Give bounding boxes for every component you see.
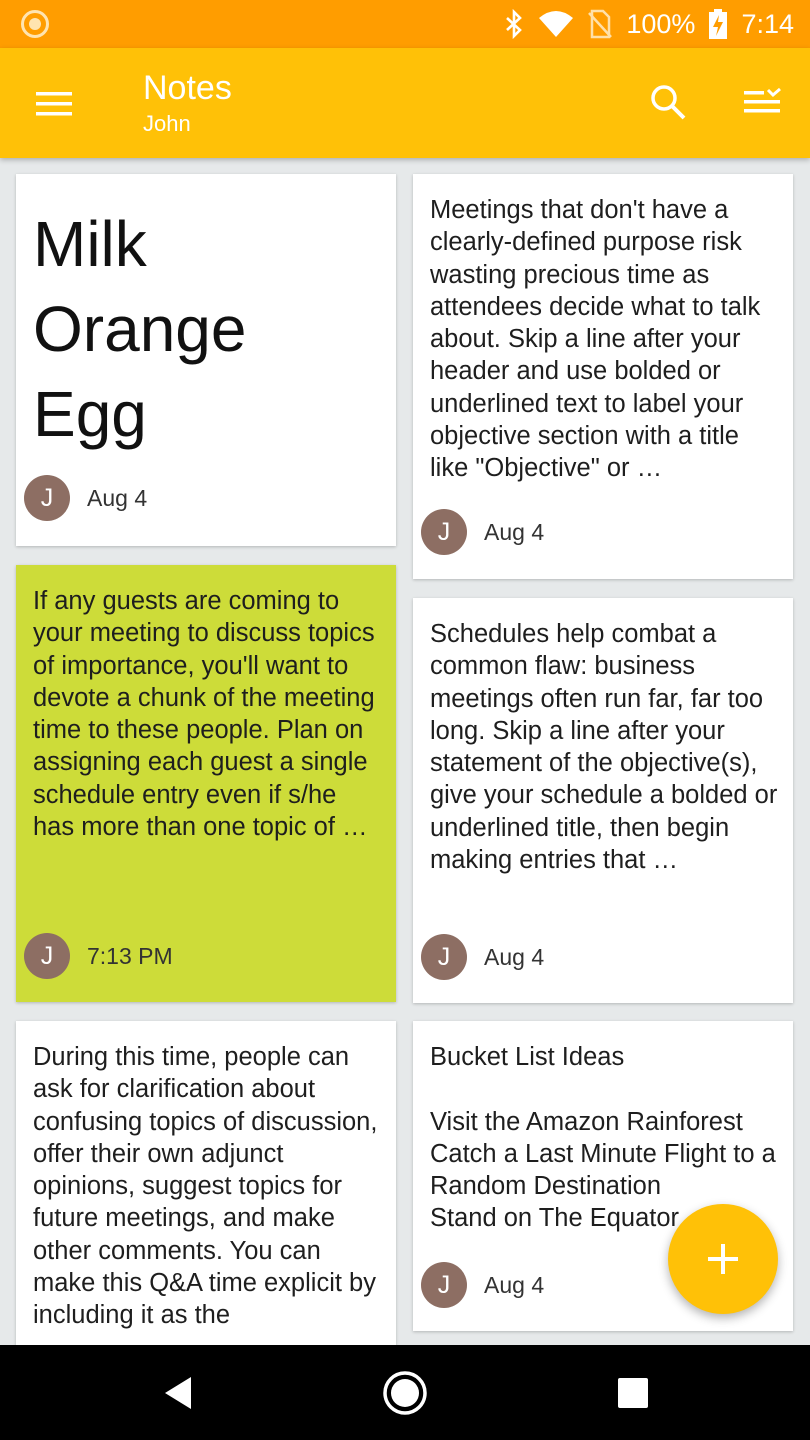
clock: 7:14 — [741, 8, 794, 39]
note-date: Aug 4 — [484, 943, 545, 970]
note-date: 7:13 PM — [87, 942, 173, 969]
note-card[interactable] — [413, 598, 793, 1003]
home-button[interactable] — [377, 1365, 433, 1421]
note-card[interactable] — [16, 174, 396, 546]
note-text: Meetings that don't have a clearly-defined purpose risk wasting precious time as attendees decide what to talk about. Skip a line after your header and use bolded or underlined text to label your objective section with a title like "Objective" or … — [430, 196, 761, 483]
sort-button[interactable] — [734, 74, 790, 130]
add-note-button[interactable] — [668, 1204, 778, 1314]
avatar: J — [421, 1262, 467, 1308]
app-notification-icon — [21, 10, 49, 38]
note-text: Milk Orange Egg — [33, 208, 247, 450]
note-date: Aug 4 — [484, 518, 545, 545]
recents-icon — [617, 1377, 649, 1409]
wifi-icon — [538, 10, 574, 38]
note-date: Aug 4 — [87, 484, 148, 511]
avatar: J — [24, 933, 70, 979]
navigation-bar — [0, 1345, 810, 1440]
search-icon — [649, 83, 687, 121]
note-card[interactable] — [16, 565, 396, 1002]
note-footer — [24, 474, 147, 522]
avatar: J — [421, 509, 467, 555]
menu-icon — [34, 89, 74, 119]
account-name: John — [143, 111, 191, 136]
bluetooth-icon — [504, 9, 524, 39]
note-footer — [421, 1261, 544, 1309]
avatar: J — [24, 475, 70, 521]
note-card[interactable] — [413, 174, 793, 579]
app-bar — [0, 48, 810, 158]
note-text: Schedules help combat a common flaw: business meetings often run far, far too long. Skip a line after your statement of the objective(s), give your schedule a bolded or underlined title, then begin making entries that … — [430, 620, 778, 875]
menu-button[interactable] — [26, 76, 82, 132]
page-title: Notes — [143, 69, 232, 107]
battery-percent: 100% — [626, 8, 696, 39]
note-text: If any guests are coming to your meeting to discuss topics of importance, you'll want to devote a chunk of the meeting time to these people. Plan on assigning each guest a single schedule entry even if s/he has more than one topic of … — [33, 587, 375, 842]
sort-icon — [742, 87, 782, 117]
note-date: Aug 4 — [484, 1271, 545, 1298]
note-footer — [24, 932, 173, 980]
note-text: Bucket List Ideas Visit the Amazon Rainforest Catch a Last Minute Flight to a Random Destination Stand on The Equator — [430, 1043, 776, 1233]
battery-charging-icon — [709, 9, 727, 39]
search-button[interactable] — [640, 74, 696, 130]
back-button[interactable] — [150, 1365, 206, 1421]
note-footer — [421, 933, 544, 981]
note-card[interactable] — [16, 1021, 396, 1351]
note-footer — [421, 508, 544, 556]
recents-button[interactable] — [605, 1365, 661, 1421]
no-sim-icon — [588, 9, 612, 39]
add-icon — [706, 1242, 740, 1276]
note-text: During this time, people can ask for clarification about confusing topics of discussion, offer their own adjunct opinions, suggest topics for future meetings, and make other comments. You can make this Q&A time explicit by including it as the — [33, 1043, 378, 1330]
avatar: J — [421, 934, 467, 980]
status-indicators — [504, 0, 794, 48]
status-bar — [0, 0, 810, 48]
home-icon — [381, 1369, 429, 1417]
back-icon — [161, 1375, 195, 1411]
